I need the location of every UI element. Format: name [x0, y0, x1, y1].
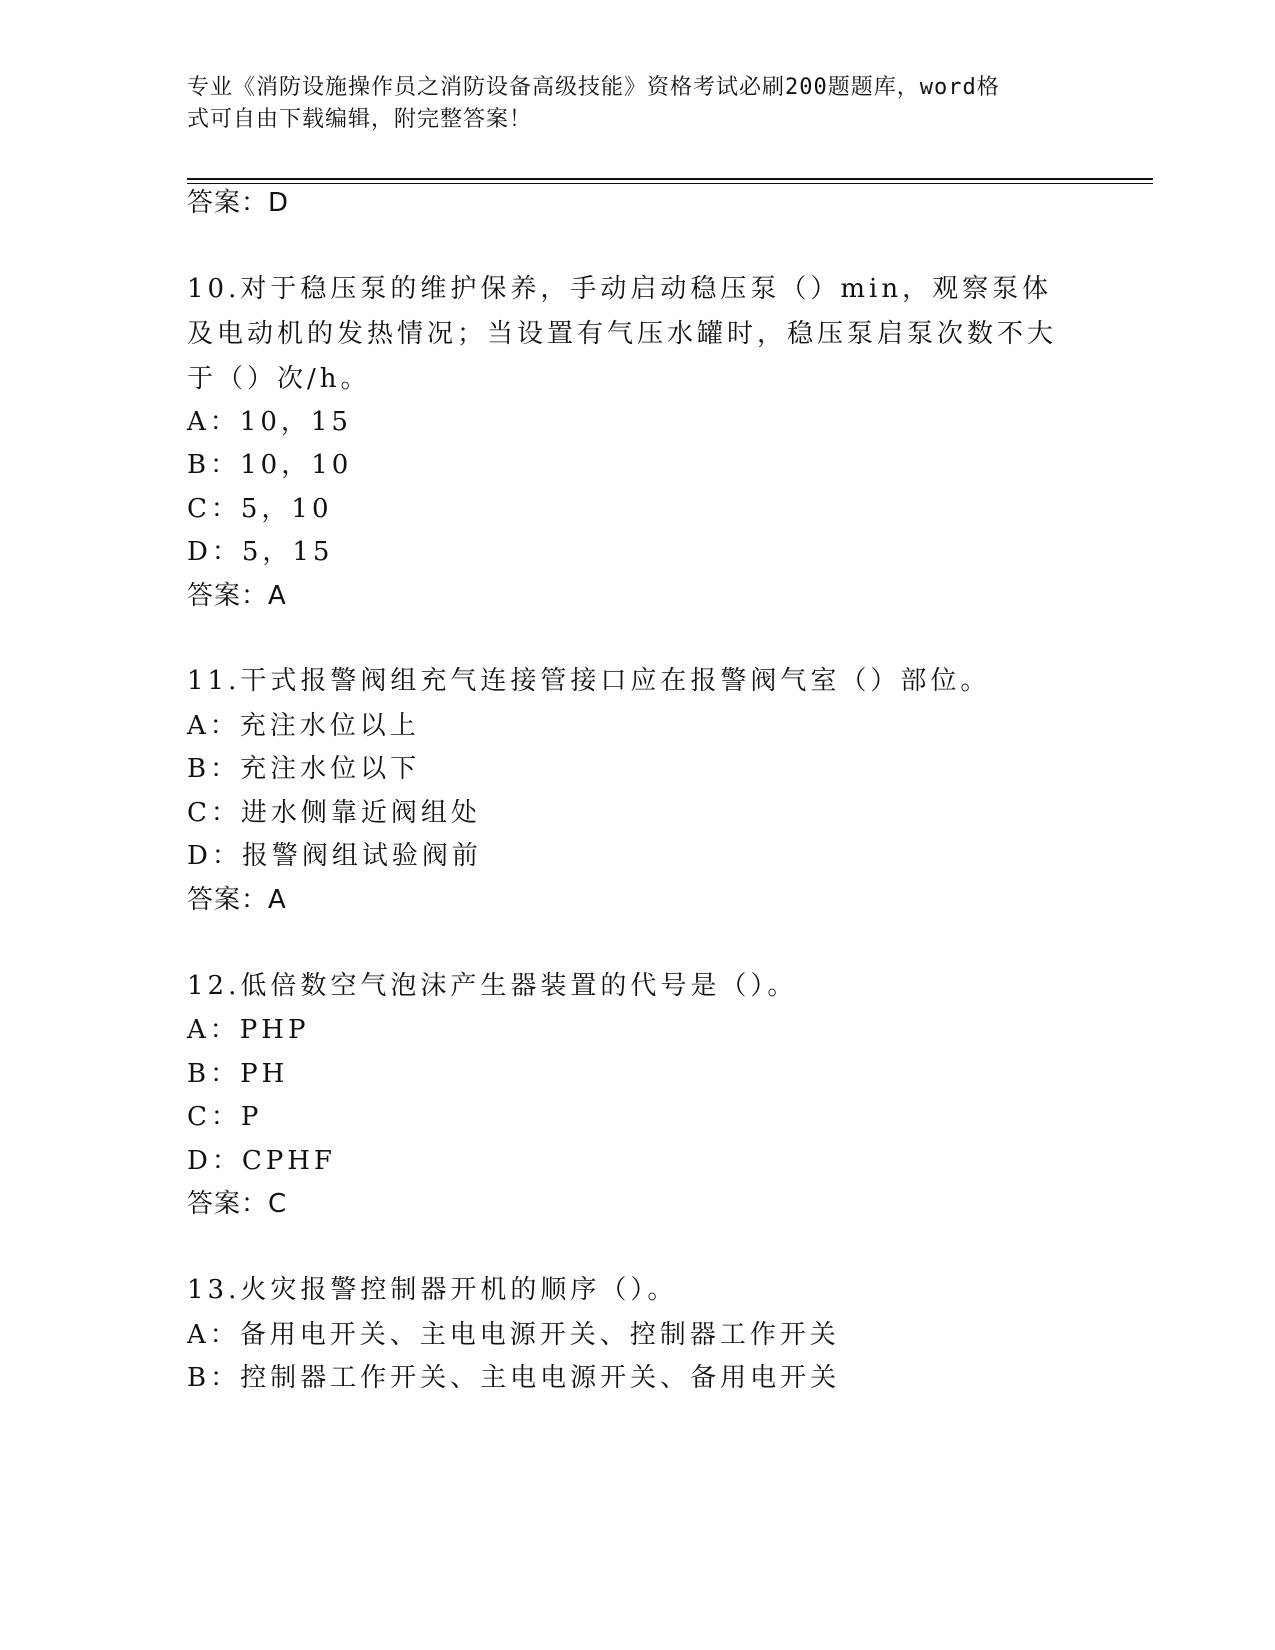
header-line-1: 专业《消防设施操作员之消防设备高级技能》资格考试必刷200题题库，word格 — [187, 75, 1000, 100]
question-11-option-a: A：充注水位以上 — [187, 711, 420, 741]
question-12-text: 12.低倍数空气泡沫产生器装置的代号是（）。 — [187, 971, 798, 1001]
question-12-answer: 答案：C — [187, 1189, 288, 1219]
question-11-text: 11.干式报警阀组充气连接管接口应在报警阀气室（）部位。 — [187, 666, 991, 696]
header-divider-thick — [187, 178, 1153, 180]
question-11-option-b: B：充注水位以下 — [187, 754, 421, 784]
question-12-option-a: A：PHP — [187, 1015, 310, 1045]
question-11-option-d: D：报警阀组试验阀前 — [187, 841, 482, 871]
question-12-option-b: B：PH — [187, 1059, 289, 1089]
answer-previous: 答案：D — [187, 188, 290, 218]
header-divider-thin — [187, 183, 1153, 184]
question-10-option-b: B：10，10 — [187, 450, 353, 480]
question-11-option-c: C：进水侧靠近阀组处 — [187, 798, 481, 828]
question-10-answer: 答案：A — [187, 581, 287, 611]
question-13-option-b: B：控制器工作开关、主电电源开关、备用电开关 — [187, 1363, 841, 1393]
question-10-option-a: A：10，15 — [187, 407, 352, 437]
question-13-text: 13.火灾报警控制器开机的顺序（）。 — [187, 1275, 678, 1305]
question-10-option-c: C：5，10 — [187, 494, 333, 524]
question-10-text: 10.对于稳压泵的维护保养，手动启动稳压泵（）min，观察泵体及电动机的发热情况；当设置有气压水罐时，稳压泵启泵次数不大于（）次/h。 — [187, 274, 1058, 394]
question-11-answer: 答案：A — [187, 885, 287, 915]
question-12-option-c: C：P — [187, 1102, 263, 1132]
question-10-option-d: D：5，15 — [187, 537, 334, 567]
header-line-2: 式可自由下载编辑，附完整答案！ — [187, 107, 533, 132]
document-header — [187, 72, 1067, 136]
question-13-option-a: A：备用电开关、主电电源开关、控制器工作开关 — [187, 1320, 840, 1350]
question-12-option-d: D：CPHF — [187, 1146, 336, 1176]
